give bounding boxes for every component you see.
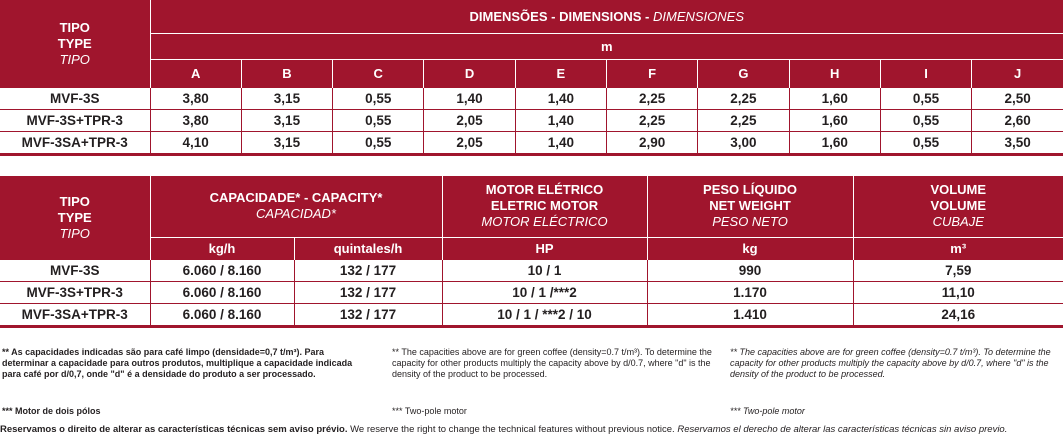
spec-value-cell: 1.410: [647, 304, 853, 327]
dimension-value-cell: 2,25: [698, 110, 789, 132]
note-capacity-es: ** The capacities above are for green coffee (density=0.7 t/m³). To determine the capacity for other products multiply the capacity above by d/0.7, where "d" is the density of the product to be processed.: [730, 347, 1051, 379]
dimension-value-cell: 1,40: [515, 132, 606, 155]
tipo-label-es: TIPO: [59, 52, 90, 67]
tipo-label-es: TIPO: [59, 226, 90, 241]
motor-header: [442, 176, 647, 237]
dimension-value-cell: 4,10: [150, 132, 241, 155]
spec-value-cell: 10 / 1 / ***2 / 10: [442, 304, 647, 327]
dimension-value-cell: 3,80: [150, 88, 241, 110]
spec-value-cell: 6.060 / 8.160: [150, 260, 294, 282]
spec-value-cell: 10 / 1: [442, 260, 647, 282]
title-separator: -: [547, 8, 560, 24]
motor-label-es: MOTOR ELÉCTRICO: [481, 214, 608, 230]
dimension-value-cell: 0,55: [333, 132, 424, 155]
capacity-header: [150, 176, 442, 237]
tipo-header: [0, 0, 150, 88]
note-capacity-pt: ** As capacidades indicadas são para café limpo (densidade=0,7 t/m³). Para determinar a capacidade para outros produtos, multiplique a capacidade indicada para café por d/0,7, onde "d" é a densidade do produto a ser processado.: [2, 347, 353, 379]
dimension-value-cell: 0,55: [880, 110, 971, 132]
footer-pt: Reservamos o direito de alterar as características técnicas sem aviso prévio.: [0, 424, 348, 435]
capacity-label-es: CAPACIDAD*: [256, 206, 336, 222]
unit-header-cell: m³: [853, 237, 1063, 260]
volume-label-pt: VOLUME: [930, 182, 987, 198]
spec-value-cell: 132 / 177: [294, 282, 442, 304]
type-cell: MVF-3S: [0, 88, 150, 110]
title-separator: -: [641, 8, 653, 24]
dimension-column-j: J: [972, 59, 1063, 88]
dimension-column-b: B: [241, 59, 332, 88]
note-capacity-en: ** The capacities above are for green coffee (density=0.7 t/m³). To determine the capacity for other products multiply the capacity above by d/0.7, where "d" is the density of the product to be processed.: [392, 347, 712, 379]
dimensions-title-pt: DIMENSÕES: [469, 8, 548, 24]
dimension-value-cell: 2,50: [972, 88, 1063, 110]
spec-value-cell: 1.170: [647, 282, 853, 304]
weight-label-pt: PESO LÍQUIDO: [703, 182, 797, 198]
spec-value-cell: 132 / 177: [294, 260, 442, 282]
note-motor-es: *** Two-pole motor: [730, 406, 805, 416]
dimension-value-cell: 1,40: [424, 88, 515, 110]
volume-header: [853, 176, 1063, 237]
footer-en: We reserve the right to change the technical features without previous notice.: [347, 424, 675, 435]
spec-value-cell: 11,10: [853, 282, 1063, 304]
dimension-value-cell: 0,55: [880, 88, 971, 110]
dimensions-title-en: DIMENSIONS: [559, 8, 642, 24]
unit-header-cell: kg/h: [150, 237, 294, 260]
dimensions-title-es: DIMENSIONES: [652, 8, 744, 24]
weight-label-en: NET WEIGHT: [709, 198, 791, 214]
volume-label-en: VOLUME: [930, 198, 987, 214]
dimensions-table: [0, 0, 1063, 156]
dimension-value-cell: 2,60: [972, 110, 1063, 132]
note-motor-en: *** Two-pole motor: [392, 406, 467, 416]
dimension-value-cell: 3,15: [241, 110, 332, 132]
dimension-column-i: I: [880, 59, 971, 88]
spec-value-cell: 24,16: [853, 304, 1063, 327]
type-cell: MVF-3S+TPR-3: [0, 282, 150, 304]
dimension-column-e: E: [515, 59, 606, 88]
dimension-value-cell: 1,60: [789, 132, 880, 155]
motor-label-en: ELETRIC MOTOR: [490, 198, 599, 214]
dimension-value-cell: 2,05: [424, 110, 515, 132]
spec-value-cell: 6.060 / 8.160: [150, 282, 294, 304]
table-row: [0, 88, 1063, 110]
dimension-column-h: H: [789, 59, 880, 88]
table-row: [0, 282, 1063, 304]
volume-label-es: CUBAJE: [932, 214, 984, 230]
footer-disclaimer: [0, 424, 1063, 435]
dimension-column-g: G: [698, 59, 789, 88]
footer-es: Reservamos el derecho de alterar las características técnicas sin aviso previo.: [674, 424, 1008, 435]
spec-value-cell: 6.060 / 8.160: [150, 304, 294, 327]
table-row: [0, 260, 1063, 282]
unit-header-cell: kg: [647, 237, 853, 260]
spec-value-cell: 132 / 177: [294, 304, 442, 327]
table-row: [0, 304, 1063, 327]
dimension-value-cell: 3,15: [241, 132, 332, 155]
dimension-value-cell: 2,25: [698, 88, 789, 110]
dimension-value-cell: 3,15: [241, 88, 332, 110]
dimension-value-cell: 3,00: [698, 132, 789, 155]
type-cell: MVF-3SA+TPR-3: [0, 132, 150, 155]
type-cell: MVF-3S: [0, 260, 150, 282]
dimension-column-a: A: [150, 59, 241, 88]
spec-value-cell: 990: [647, 260, 853, 282]
specifications-table: [0, 176, 1063, 328]
dimension-value-cell: 0,55: [333, 110, 424, 132]
type-cell: MVF-3SA+TPR-3: [0, 304, 150, 327]
tipo-label-pt: TIPO: [59, 20, 90, 35]
tipo-label-en: TYPE: [57, 36, 92, 51]
table-row: [0, 110, 1063, 132]
dimension-value-cell: 1,60: [789, 110, 880, 132]
motor-label-pt: MOTOR ELÉTRICO: [485, 182, 604, 198]
dimension-value-cell: 3,80: [150, 110, 241, 132]
dimension-value-cell: 2,90: [606, 132, 697, 155]
title-separator: -: [300, 190, 312, 206]
dimension-value-cell: 1,40: [515, 110, 606, 132]
tipo-header: [0, 176, 150, 260]
tipo-label-en: TYPE: [57, 210, 92, 225]
spec-value-cell: 10 / 1 /***2: [442, 282, 647, 304]
dimension-column-f: F: [606, 59, 697, 88]
weight-header: [647, 176, 853, 237]
dimension-value-cell: 1,60: [789, 88, 880, 110]
weight-label-es: PESO NETO: [712, 214, 788, 230]
spec-value-cell: 7,59: [853, 260, 1063, 282]
dimensions-unit: m: [150, 33, 1063, 59]
capacity-label-en: CAPACITY*: [311, 190, 383, 206]
unit-header-cell: quintales/h: [294, 237, 442, 260]
dimension-value-cell: 2,25: [606, 88, 697, 110]
type-cell: MVF-3S+TPR-3: [0, 110, 150, 132]
table-row: [0, 132, 1063, 155]
dimension-value-cell: 1,40: [515, 88, 606, 110]
dimension-column-c: C: [333, 59, 424, 88]
dimension-value-cell: 0,55: [880, 132, 971, 155]
dimensions-title: [150, 0, 1063, 33]
dimension-column-d: D: [424, 59, 515, 88]
note-motor-pt: *** Motor de dois pólos: [2, 406, 101, 416]
dimension-value-cell: 2,05: [424, 132, 515, 155]
dimension-value-cell: 3,50: [972, 132, 1063, 155]
dimension-value-cell: 2,25: [606, 110, 697, 132]
tipo-label-pt: TIPO: [59, 194, 90, 209]
capacity-label-pt: CAPACIDADE*: [209, 190, 301, 206]
dimension-value-cell: 0,55: [333, 88, 424, 110]
unit-header-cell: HP: [442, 237, 647, 260]
